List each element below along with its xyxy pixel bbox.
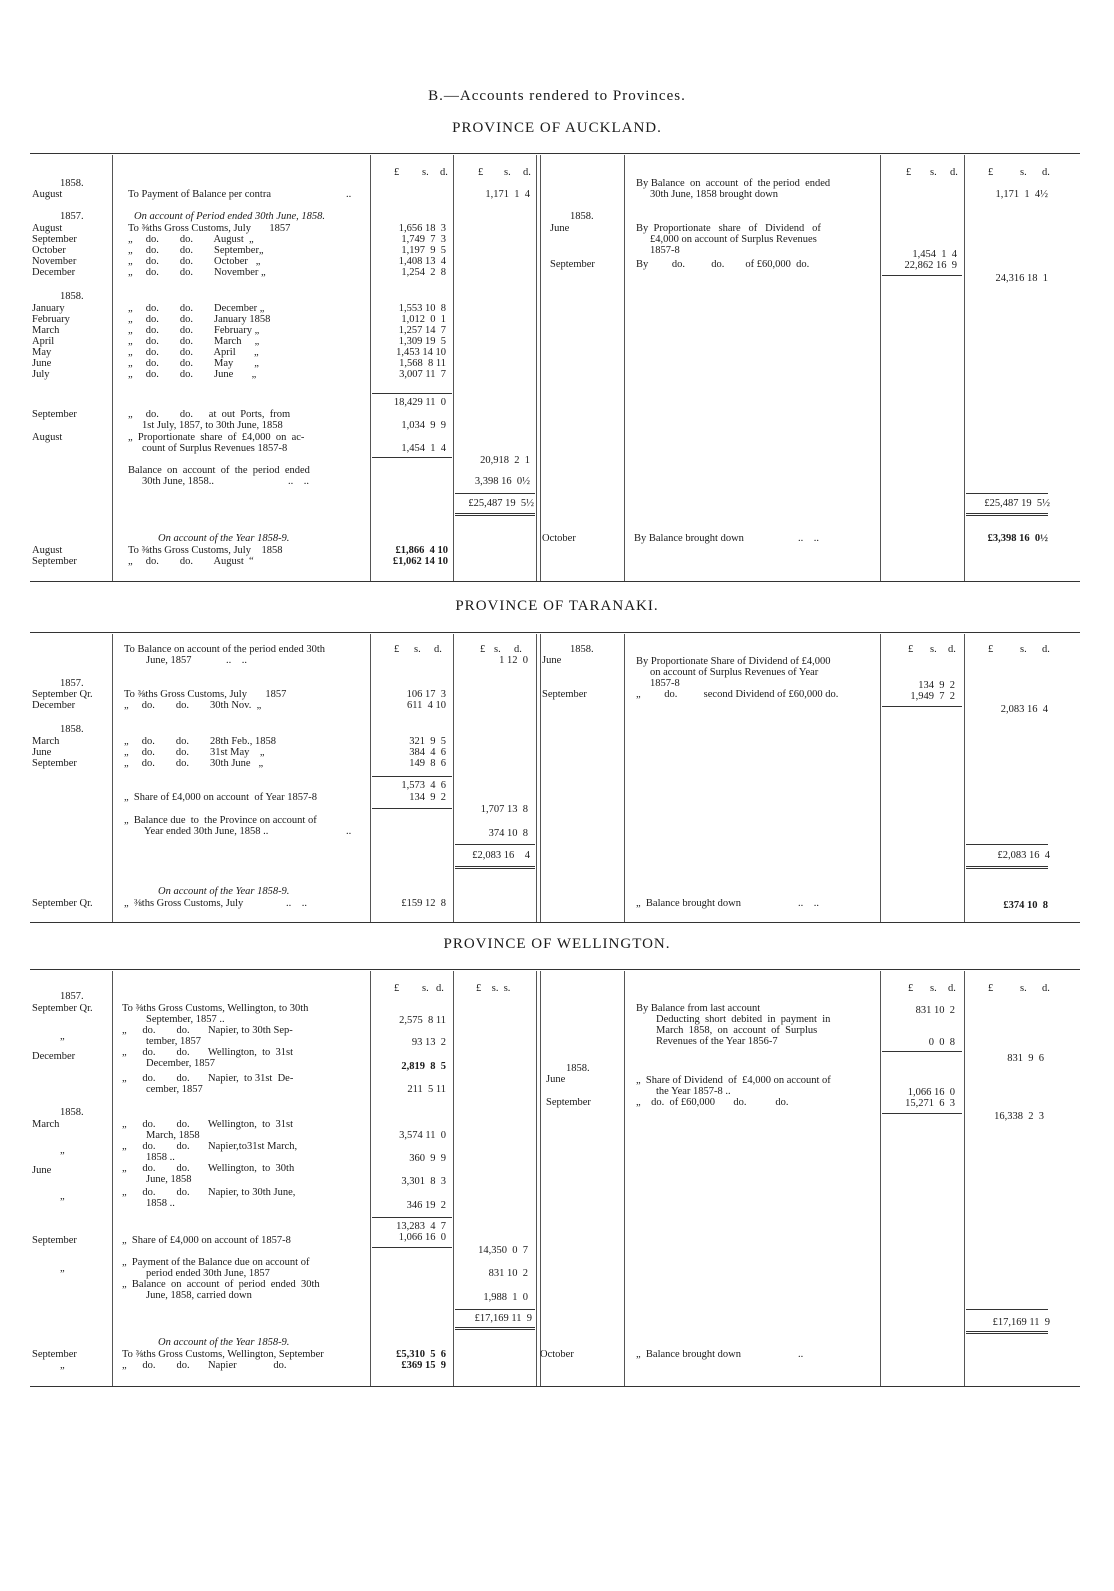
date-label: October (540, 1349, 574, 1360)
entry-text: By Balance from last account (636, 1003, 761, 1014)
date-label: June (32, 747, 52, 758)
cur-pound: £ (394, 983, 400, 994)
entry-text: By Proportionate Share of Dividend of £4,000 (636, 656, 831, 667)
auckland-table (30, 153, 1080, 583)
amount: 1,171 1 4 (485, 189, 530, 200)
date-label: „ (60, 1145, 65, 1156)
date-label: „ (60, 1031, 65, 1042)
amount: 1 12 0 (499, 655, 528, 666)
date-label: March (32, 736, 60, 747)
entry-text: „ do. do. January 1858 (128, 314, 271, 325)
amount: 3,574 11 0 (399, 1130, 446, 1141)
amount: £369 15 9 (401, 1360, 446, 1371)
cur-pound: £ (988, 167, 994, 178)
date-label: September (32, 234, 77, 245)
dots: .. .. (798, 898, 819, 909)
entry-text: December, 1857 (146, 1058, 215, 1069)
year-label: 1858. (60, 724, 84, 735)
entry-text: „ Balance brought down (636, 1349, 741, 1360)
cur-s: s. (504, 167, 511, 178)
amount: 374 10 8 (488, 828, 528, 839)
wellington-title: PROVINCE OF WELLINGTON. (443, 936, 671, 952)
entry-text: 1857-8 (650, 245, 680, 256)
grand-total: £2,083 16 4 (472, 850, 530, 861)
amount: 1,553 10 8 (398, 303, 446, 314)
amount: 1,656 18 3 (398, 223, 446, 234)
wellington-table (30, 969, 1080, 1389)
date-label: June (32, 1165, 52, 1176)
date-label: June (32, 358, 52, 369)
date-label: October (32, 245, 66, 256)
date-label: December (32, 1051, 76, 1062)
entry-text: „ Share of Dividend of £4,000 on account of (636, 1075, 831, 1086)
entry-text: 30th June, 1858 brought down (650, 189, 779, 200)
date-label: July (32, 369, 50, 380)
total: 20,918 2 1 (480, 455, 530, 466)
date-label: January (32, 303, 65, 314)
grand-total: £25,487 19 5½ (984, 498, 1050, 509)
amount: 15,271 6 3 (905, 1098, 955, 1109)
date-label: „ (60, 1360, 65, 1371)
date-label: „ (60, 1263, 65, 1274)
cur-d: d. (434, 644, 442, 655)
cur-pound: £ (906, 167, 912, 178)
entry-text: By do. do. of £60,000 do. (636, 259, 810, 270)
entry-text: September, 1857 .. (146, 1014, 225, 1025)
taranaki-table (30, 632, 1080, 924)
entry-text: 1858 .. (146, 1152, 175, 1163)
grand-total: £25,487 19 5½ (468, 498, 534, 509)
amount: 1,453 14 10 (396, 347, 446, 358)
date-label: September (542, 689, 587, 700)
date-label: December (32, 267, 76, 278)
amount: 93 13 2 (411, 1037, 446, 1048)
cur-s: s. (422, 983, 429, 994)
amount: £159 12 8 (401, 898, 446, 909)
cur-d: d. (514, 644, 522, 655)
entry-text: „ do. do. Napier do. (122, 1360, 287, 1371)
amount: 1,454 1 4 (401, 443, 446, 454)
date-label: September (32, 1235, 77, 1246)
amount: 384 4 6 (409, 747, 446, 758)
entry-text: tember, 1857 (146, 1036, 201, 1047)
entry-text: To ⅜ths Gross Customs, July 1858 (128, 545, 283, 556)
entry-text: „ do. do. August „ (128, 234, 254, 245)
amount: 321 9 5 (409, 736, 446, 747)
total: 16,338 2 3 (994, 1111, 1044, 1122)
entry-text: „ Share of £4,000 on account of 1857-8 (122, 1235, 291, 1246)
amount: 1,257 14 7 (398, 325, 446, 336)
entry-text: on account of Surplus Revenues of Year (650, 667, 819, 678)
date-label: August (32, 432, 63, 443)
cur-s: s. (494, 644, 501, 655)
entry-text: „ do. do. March „ (128, 336, 260, 347)
entry-text: „ do. do. Wellington, to 31st (122, 1119, 294, 1130)
entry-text: To Payment of Balance per contra (128, 189, 272, 200)
cur-d: d. (948, 983, 956, 994)
amount: £3,398 16 0½ (987, 533, 1048, 544)
amount: 1,454 1 4 (912, 249, 957, 260)
entry-text: „ Balance on account of period ended 30th (122, 1279, 320, 1290)
date-label: May (32, 347, 52, 358)
entry-text: „ do. do. Napier, to 31st De- (122, 1073, 294, 1084)
date-label: September Qr. (32, 689, 93, 700)
cur-d: d. (523, 167, 531, 178)
date-label: November (32, 256, 77, 267)
entry-text: To ⅜ths Gross Customs, Wellington, to 30th (122, 1003, 309, 1014)
section-heading: On account of Period ended 30th June, 1858. (134, 211, 325, 222)
entry-text: Deducting short debited in payment in (656, 1014, 831, 1025)
entry-text: Balance on account of the period ended (128, 465, 310, 476)
amount: 134 9 2 (918, 680, 955, 691)
date-label: August (32, 223, 63, 234)
amount: 149 8 6 (409, 758, 446, 769)
entry-text: „ do. do. Wellington, to 30th (122, 1163, 295, 1174)
date-label: December (32, 700, 76, 711)
year-label: 1858. (570, 644, 594, 655)
amount: 1,034 9 9 (401, 420, 446, 431)
date-label: June (546, 1074, 566, 1085)
year-label: 1858. (60, 178, 84, 189)
entry-text: 1858 .. (146, 1198, 175, 1209)
amount: £374 10 8 (1003, 900, 1048, 911)
cur-pound: £ (988, 983, 994, 994)
entry-text: To Balance on account of the period ended 30th (124, 644, 326, 655)
date-label: September (550, 259, 595, 270)
entry-text: „ do. do. Napier,to31st March, (122, 1141, 298, 1152)
amount: 1,171 1 4½ (995, 189, 1048, 200)
date-label: September (32, 556, 77, 567)
cur-pound: £ (908, 644, 914, 655)
amount: £1,866 4 10 (395, 545, 448, 556)
grand-total: £17,169 11 9 (992, 1317, 1050, 1328)
cur-d: d. (1042, 167, 1050, 178)
amount: 3,398 16 0½ (474, 476, 530, 487)
amount: £1,062 14 10 (392, 556, 448, 567)
entry-text: March, 1858 (146, 1130, 200, 1141)
amount: 1,309 19 5 (398, 336, 446, 347)
entry-text: To ⅜ths Gross Customs, July 1857 (128, 223, 291, 234)
dots: .. .. (288, 476, 309, 487)
cur-pound: £ (394, 644, 400, 655)
entry-text: „ Proportionate share of £4,000 on ac- (128, 432, 305, 443)
year-label: 1857. (60, 991, 84, 1002)
date-label: September (546, 1097, 591, 1108)
taranaki-title: PROVINCE OF TARANAKI. (455, 598, 659, 614)
grand-total: £2,083 16 4 (997, 850, 1050, 861)
subtotal: 18,429 11 0 (393, 397, 446, 408)
entry-text: „ do. do. at out Ports, from (128, 409, 291, 420)
cur-d: d. (436, 983, 444, 994)
total: 2,083 16 4 (1000, 704, 1048, 715)
year-label: 1858. (60, 1107, 84, 1118)
entry-text: Revenues of the Year 1856-7 (656, 1036, 778, 1047)
entry-text: „ do. do. Napier, to 30th Sep- (122, 1025, 293, 1036)
entry-text: To ⅜ths Gross Customs, July 1857 (124, 689, 287, 700)
amount: 346 19 2 (406, 1200, 446, 1211)
cur-d: d. (440, 167, 448, 178)
amount: 1,066 16 0 (398, 1232, 446, 1243)
date-label: September Qr. (32, 1003, 93, 1014)
date-label: June (550, 223, 570, 234)
amount: 22,862 16 9 (904, 260, 957, 271)
entry-text: „ Balance due to the Province on account of (124, 815, 317, 826)
date-label: August (32, 545, 63, 556)
cur-pound: £ (394, 167, 400, 178)
year-label: 1858. (60, 291, 84, 302)
entry-text: „ do. do. June „ (128, 369, 257, 380)
entry-text: By Proportionate share of Dividend of (636, 223, 821, 234)
amount: 1,012 0 1 (401, 314, 446, 325)
entry-text: „ do. do. 30th Nov. „ (124, 700, 262, 711)
cur-pound: £ (480, 644, 486, 655)
entry-text: „ do. of £60,000 do. do. (636, 1097, 789, 1108)
cur-s: s. (930, 644, 937, 655)
entry-text: „ do. do. February „ (128, 325, 260, 336)
entry-text: „ do. do. October „ (128, 256, 261, 267)
entry-text: „ do. do. April „ (128, 347, 259, 358)
cur-s: s. (930, 983, 937, 994)
entry-text: „ do. do. 28th Feb., 1858 (124, 736, 276, 747)
cur-pound: £ (478, 167, 484, 178)
cur-d: d. (950, 167, 958, 178)
cur-s: s. (414, 644, 421, 655)
dots: .. .. (286, 898, 307, 909)
date-label: September Qr. (32, 898, 93, 909)
amount: 1,066 16 0 (907, 1087, 955, 1098)
cur-d: d. (948, 644, 956, 655)
amount: 1,749 7 3 (401, 234, 446, 245)
date-label: March (32, 1119, 60, 1130)
section-heading: On account of the Year 1858-9. (158, 1337, 290, 1348)
amount: 2,575 8 11 (399, 1015, 446, 1026)
amount: 1,988 1 0 (483, 1292, 528, 1303)
entry-text: „ Share of £4,000 on account of Year 1857-8 (124, 792, 318, 803)
total: 1,707 13 8 (480, 804, 528, 815)
entry-text: „ do. do. Napier, to 30th June, (122, 1187, 296, 1198)
entry-text: By Balance on account of the period ended (636, 178, 831, 189)
entry-text: „ do. do. September„ (128, 245, 264, 256)
date-label: September (32, 409, 77, 420)
amount: 1,408 13 4 (398, 256, 446, 267)
cur-d: d. (1042, 983, 1050, 994)
cur-s: s. (1020, 167, 1027, 178)
total: 24,316 18 1 (995, 273, 1048, 284)
date-label: August (32, 189, 63, 200)
subtotal: 13,283 4 7 (396, 1221, 446, 1232)
page-title: B.—Accounts rendered to Provinces. (428, 88, 686, 104)
entry-text: March 1858, on account of Surplus (656, 1025, 818, 1036)
amount: 106 17 3 (406, 689, 446, 700)
date-label: June (542, 655, 562, 666)
entry-text: „ Payment of the Balance due on account of (122, 1257, 310, 1268)
amount: 1,254 2 8 (401, 267, 446, 278)
dots: .. .. (226, 655, 247, 666)
date-label: March (32, 325, 60, 336)
entry-text: June, 1857 (146, 655, 192, 666)
year-label: 1858. (570, 211, 594, 222)
amount: 211 5 11 (407, 1084, 446, 1095)
entry-text: 30th June, 1858.. (142, 476, 215, 487)
date-label: April (32, 336, 55, 347)
entry-text: June, 1858 (146, 1174, 192, 1185)
year-label: 1858. (566, 1063, 590, 1074)
amount: 831 10 2 (915, 1005, 955, 1016)
date-label: September (32, 1349, 77, 1360)
entry-text: To ⅜ths Gross Customs, Wellington, September (122, 1349, 324, 1360)
amount: 3,007 11 7 (399, 369, 446, 380)
total: 14,350 0 7 (478, 1245, 528, 1256)
amount: 611 4 10 (407, 700, 446, 711)
entry-text: „ do. do. November „ (128, 267, 266, 278)
year-label: 1857. (60, 211, 84, 222)
auckland-title: PROVINCE OF AUCKLAND. (452, 120, 662, 136)
cur-s: s. (1020, 644, 1027, 655)
cur-pound: £ (908, 983, 914, 994)
section-heading: On account of the Year 1858-9. (158, 886, 290, 897)
amount: £5,310 5 6 (396, 1349, 446, 1360)
entry-text: „ ⅜ths Gross Customs, July (124, 898, 244, 909)
dots: .. (346, 189, 352, 200)
cur-s: s. (422, 167, 429, 178)
entry-text: „ do. do. August “ (128, 556, 254, 567)
entry-text: count of Surplus Revenues 1857-8 (142, 443, 288, 454)
entry-text: „ do. do. 30th June „ (124, 758, 264, 769)
entry-text: Year ended 30th June, 1858 .. (144, 826, 269, 837)
entry-text: cember, 1857 (146, 1084, 203, 1095)
dots: .. .. (798, 533, 819, 544)
entry-text: „ do. do. Wellington, to 31st (122, 1047, 294, 1058)
subtotal: 1,573 4 6 (401, 780, 446, 791)
cur-header: £ s. s. (476, 983, 511, 994)
entry-text: By Balance brought down (634, 533, 744, 544)
total: 831 9 6 (1007, 1053, 1044, 1064)
amount: 831 10 2 (488, 1268, 528, 1279)
entry-text: June, 1858, carried down (146, 1290, 252, 1301)
amount: 134 9 2 (409, 792, 446, 803)
entry-text: £4,000 on account of Surplus Revenues (650, 234, 817, 245)
grand-total: £17,169 11 9 (474, 1313, 532, 1324)
section-heading: On account of the Year 1858-9. (158, 533, 290, 544)
cur-d: d. (1042, 644, 1050, 655)
entry-text: 1st July, 1857, to 30th June, 1858 (142, 420, 283, 431)
entry-text: „ do. second Dividend of £60,000 do. (636, 689, 839, 700)
amount: 1,568 8 11 (399, 358, 446, 369)
cur-s: s. (930, 167, 937, 178)
amount: 360 9 9 (409, 1153, 446, 1164)
date-label: October (542, 533, 576, 544)
entry-text: period ended 30th June, 1857 (146, 1268, 270, 1279)
date-label: September (32, 758, 77, 769)
entry-text: „ Balance brought down (636, 898, 741, 909)
amount: 2,819 8 5 (401, 1061, 446, 1072)
entry-text: the Year 1857-8 .. (656, 1086, 731, 1097)
amount: 3,301 8 3 (401, 1176, 446, 1187)
entry-text: „ do. do. December „ (128, 303, 265, 314)
dots: .. (346, 826, 352, 837)
amount: 1,197 9 5 (401, 245, 446, 256)
entry-text: „ do. do. May „ (128, 358, 259, 369)
amount: 1,949 7 2 (910, 691, 955, 702)
year-label: 1857. (60, 678, 84, 689)
dots: .. (798, 1349, 804, 1360)
entry-text: „ do. do. 31st May „ (124, 747, 265, 758)
entry-text: 1857-8 (650, 678, 680, 689)
date-label: February (32, 314, 70, 325)
cur-pound: £ (988, 644, 994, 655)
date-label: „ (60, 1191, 65, 1202)
cur-s: s. (1020, 983, 1027, 994)
amount: 0 0 8 (928, 1037, 955, 1048)
